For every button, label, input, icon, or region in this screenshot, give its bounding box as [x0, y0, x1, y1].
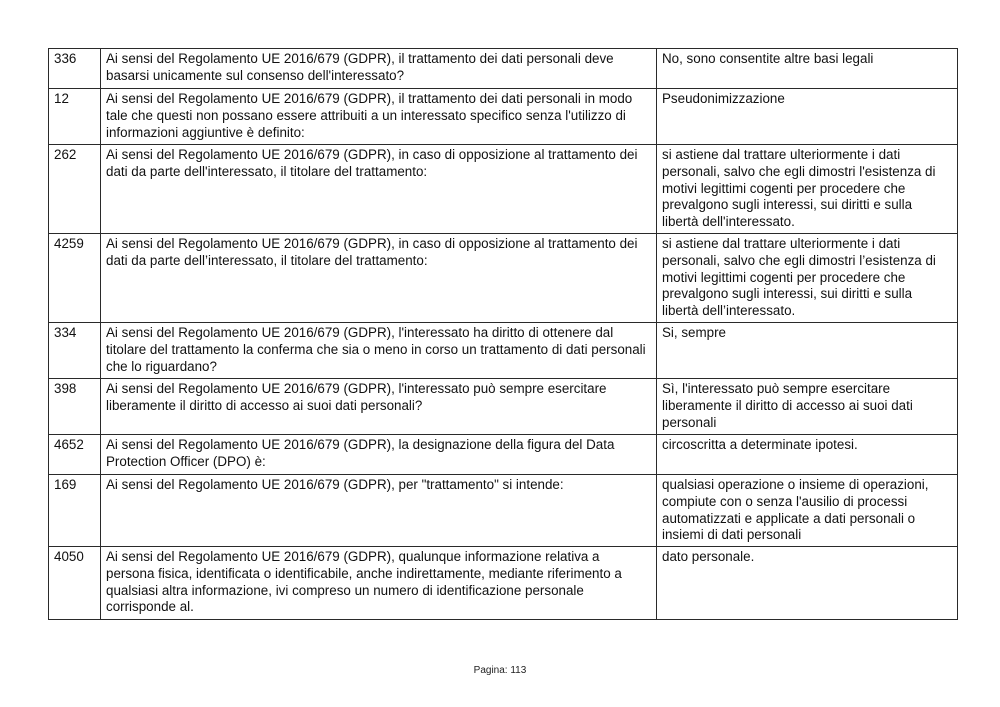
answer-text: dato personale. [657, 547, 958, 620]
question-table [48, 48, 958, 620]
table-row [49, 379, 958, 435]
answer-text: qualsiasi operazione o insieme di operazioni, compiute con o senza l'ausilio di processi automatizzati e applicate a dati personali o insiemi di dati personali [657, 475, 958, 547]
question-text: Ai sensi del Regolamento UE 2016/679 (GDPR), in caso di opposizione al trattamento dei dati da parte dell’interessato, il titolare del trattamento: [101, 234, 657, 323]
table-row [49, 234, 958, 323]
answer-text: circoscritta a determinate ipotesi. [657, 435, 958, 475]
question-id: 334 [49, 323, 101, 379]
question-text: Ai sensi del Regolamento UE 2016/679 (GDPR), il trattamento dei dati personali deve basarsi unicamente sul consenso dell'interessato? [101, 49, 657, 89]
question-text: Ai sensi del Regolamento UE 2016/679 (GDPR), l'interessato può sempre esercitare liberamente il diritto di accesso ai suoi dati personali? [101, 379, 657, 435]
question-id: 398 [49, 379, 101, 435]
table-row [49, 435, 958, 475]
table-row [49, 475, 958, 547]
question-text: Ai sensi del Regolamento UE 2016/679 (GDPR), la designazione della figura del Data Protection Officer (DPO) è: [101, 435, 657, 475]
table-row [49, 145, 958, 234]
answer-text: Pseudonimizzazione [657, 89, 958, 145]
answer-text: si astiene dal trattare ulteriormente i dati personali, salvo che egli dimostri l’esistenza di motivi legittimi cogenti per procedere che prevalgono sugli interessi, sui diritti e sulla libertà dell’interessato. [657, 234, 958, 323]
table-row [49, 547, 958, 620]
answer-text: Sì, l'interessato può sempre esercitare liberamente il diritto di accesso ai suoi dati personali [657, 379, 958, 435]
answer-text: si astiene dal trattare ulteriormente i dati personali, salvo che egli dimostri l'esistenza di motivi legittimi cogenti per procedere che prevalgono sugli interessi, sui diritti e sulla libertà dell'interessato. [657, 145, 958, 234]
table-row [49, 323, 958, 379]
question-text: Ai sensi del Regolamento UE 2016/679 (GDPR), l'interessato ha diritto di ottenere dal titolare del trattamento la conferma che sia o meno in corso un trattamento di dati personali che lo riguardano? [101, 323, 657, 379]
page-number: Pagina: 113 [473, 665, 527, 676]
question-text: Ai sensi del Regolamento UE 2016/679 (GDPR), in caso di opposizione al trattamento dei dati da parte dell'interessato, il titolare del trattamento: [101, 145, 657, 234]
question-text: Ai sensi del Regolamento UE 2016/679 (GDPR), qualunque informazione relativa a persona fisica, identificata o identificabile, anche indirettamente, mediante riferimento a qualsiasi altra informazione, ivi compreso un numero di identificazione personale corrisponde al. [101, 547, 657, 620]
answer-text: No, sono consentite altre basi legali [657, 49, 958, 89]
answer-text: Si, sempre [657, 323, 958, 379]
question-id: 336 [49, 49, 101, 89]
question-id: 4050 [49, 547, 101, 620]
question-id: 4259 [49, 234, 101, 323]
question-id: 12 [49, 89, 101, 145]
question-id: 169 [49, 475, 101, 547]
table-row [49, 89, 958, 145]
question-id: 4652 [49, 435, 101, 475]
question-text: Ai sensi del Regolamento UE 2016/679 (GDPR), il trattamento dei dati personali in modo tale che questi non possano essere attribuiti a un interessato specifico senza l'utilizzo di informazioni aggiuntive è definito: [101, 89, 657, 145]
question-id: 262 [49, 145, 101, 234]
table-row [49, 49, 958, 89]
question-text: Ai sensi del Regolamento UE 2016/679 (GDPR), per "trattamento" si intende: [101, 475, 657, 547]
